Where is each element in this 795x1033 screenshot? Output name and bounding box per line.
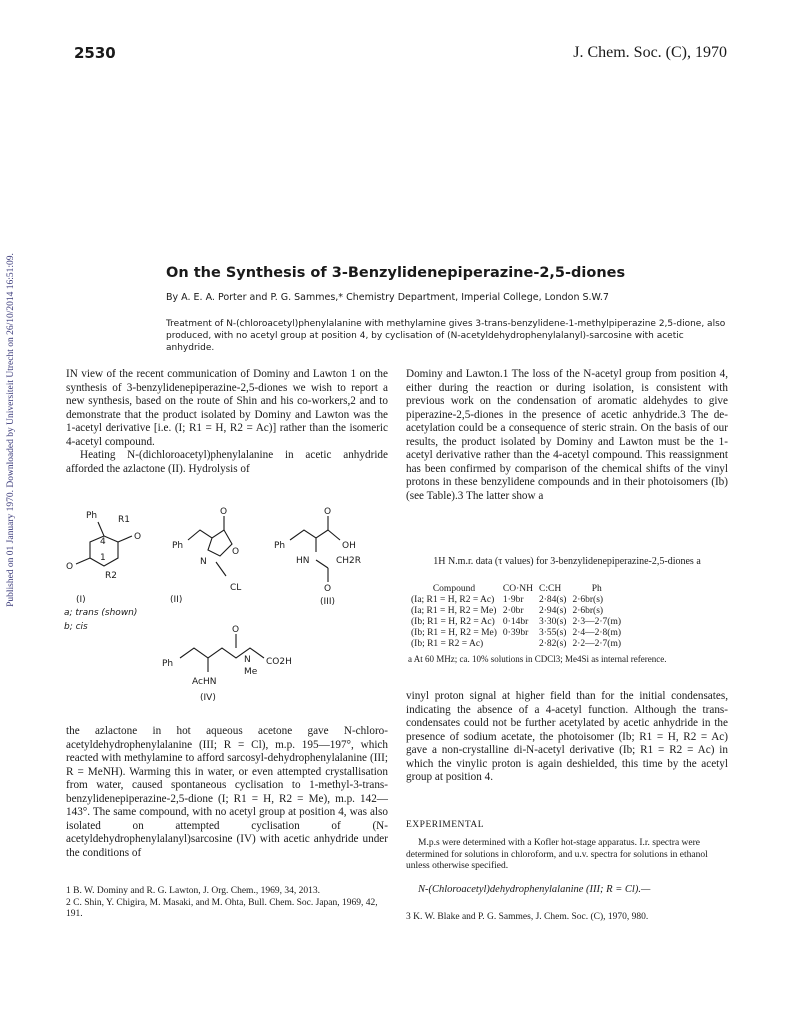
label-pos4: 4: [100, 537, 106, 547]
label-oh: OH: [342, 541, 356, 551]
table-cell: (Ib; R1 = R2 = Ac): [411, 639, 484, 649]
label-r1: R1: [118, 515, 130, 525]
label-achn: AcHN: [192, 677, 217, 687]
label-ph: Ph: [274, 541, 286, 551]
table-cell: 2·2—2·7(m): [572, 639, 622, 649]
table-row: [408, 639, 624, 650]
label-o: O: [232, 547, 240, 557]
table-cell: 2·82(s): [539, 639, 567, 649]
label-isomer-a: a; trans (shown): [64, 608, 138, 618]
structure-II: [172, 507, 241, 593]
table-cell: (Ia; R1 = H, R2 = Ac): [411, 595, 495, 605]
table-cell: (Ib; R1 = H, R2 = Ac): [411, 617, 495, 627]
label-o: O: [66, 562, 74, 572]
table-row: [408, 595, 624, 606]
table-cell: 3·55(s): [539, 628, 567, 638]
label-o: O: [220, 507, 228, 517]
structure-IV: [162, 625, 292, 687]
table-cell: 2·3—2·7(m): [572, 617, 622, 627]
table-header: Compound: [432, 584, 476, 594]
footnote-2: 2 C. Shin, Y. Chigira, M. Masaki, and M. Ohta, Bull. Chem. Soc. Japan, 1969, 42, 191.: [66, 897, 378, 919]
footnote-1: 1 B. W. Dominy and R. G. Lawton, J. Org. Chem., 1969, 34, 2013.: [66, 886, 320, 896]
table-header: C:CH: [539, 584, 562, 594]
table-cell: 0·39br: [502, 628, 529, 638]
table-row: [408, 606, 624, 617]
label-n: N: [244, 655, 251, 665]
watermark-text: Published on 01 January 1970. Downloaded by Universiteit Utrecht on 26/10/2014 16:51:09.: [6, 253, 16, 607]
table-header: CO·NH: [502, 584, 534, 594]
table-title: 1H N.m.r. data (τ values) for 3-benzylidenepiperazine-2,5-diones a: [433, 556, 701, 567]
label-o: O: [134, 532, 142, 542]
label-cl: CL: [230, 583, 242, 593]
structure-scheme: [60, 506, 390, 716]
table-cell: 3·30(s): [539, 617, 567, 627]
label-hn: HN: [296, 556, 310, 566]
label-compound-II: (II): [170, 595, 183, 605]
right-paragraph-2: vinyl proton signal at higher field than for the initial condensates, indicating the absence of a 4-acetyl function. Although the trans-condensates could not be further acetylated by acetic anhydride in the presence of sodium acetate, the photoisomer (Ib; R1 = H, R2 = Ac) gave a non-crystalline di-N-acetyl derivative (Ib; R1 = R2 = Ac) in which the vinylic proton is again deshielded, this time by the acetyl group at position 4.: [406, 690, 728, 783]
authors-line: By A. E. A. Porter and P. G. Sammes,* Chemistry Department, Imperial College, London S.W.7: [166, 292, 609, 303]
paragraph-heating: Heating N-(dichloroacetyl)phenylalanine in acetic anhydride afforded the azlactone (II). Hydrolysis of: [66, 449, 388, 475]
label-ph: Ph: [162, 659, 174, 669]
nmr-table: [408, 584, 624, 650]
table-cell: (Ib; R1 = H, R2 = Me): [411, 628, 497, 638]
paragraph-azlactone: the azlactone in hot aqueous acetone gave N-chloro-acetyldehydrophenylalanine (III; R = Cl), m.p. 195—197°, which reacted with methylamine to afford sarcosyl-dehydrophenylalanine (III; R = MeNH). Warming this in water, or even attempted crystallisation from water, caused spontaneous cyclisation to 1-methyl-3-trans-benzylidenepiperazine-2,5-dione (I; R1 = H, R2 = Me), m.p. 142—143°. The same compound, with no acetyl group at position 4, was also isolated on attempted cyclisation of (N-acetyldehydrophenylalanyl)sarcosine (IV) with acetic anhydride under the conditions of: [66, 725, 388, 859]
table-cell: 2·94(s): [539, 606, 567, 616]
table-cell: 2·0br: [502, 606, 524, 616]
section-heading-experimental: EXPERIMENTAL: [406, 820, 485, 830]
label-compound-III: (III): [320, 597, 335, 607]
label-n: N: [200, 557, 207, 567]
table-header: Ph: [591, 584, 602, 594]
label-co2h: CO2H: [266, 657, 292, 667]
table-cell: 2·84(s): [539, 595, 567, 605]
label-compound-IV: (IV): [200, 693, 216, 703]
table-row: [408, 628, 624, 639]
table-footnote: a At 60 MHz; ca. 10% solutions in CDCl3; Me4Si as internal reference.: [408, 654, 667, 664]
label-o: O: [324, 507, 332, 517]
experimental-subheading: N-(Chloroacetyl)dehydrophenylalanine (III; R = Cl).—: [418, 884, 651, 895]
paragraph-intro: IN view of the recent communication of Dominy and Lawton 1 on the synthesis of 3-benzylidenepiperazine-2,5-diones we wish to report a new synthesis, based on the route of Shin and his co-workers,2 and to demonstrate that the product isolated by Dominy and Lawton was the 1-acetyl derivative [i.e. (I; R1 = H, R2 = Ac)] rather than the isomeric 4-acetyl compound.: [66, 368, 388, 448]
label-pos1: 1: [100, 553, 106, 563]
table-cell: 2·4—2·8(m): [572, 628, 622, 638]
label-r2: R2: [105, 571, 117, 581]
left-column-top: [66, 368, 388, 476]
label-compound-I: (I): [76, 595, 86, 605]
footnote-3: 3 K. W. Blake and P. G. Sammes, J. Chem. Soc. (C), 1970, 980.: [406, 912, 649, 922]
label-o: O: [232, 625, 240, 635]
table-cell: (Ia; R1 = H, R2 = Me): [411, 606, 497, 616]
download-watermark: [2, 200, 20, 660]
article-title: On the Synthesis of 3-Benzylidenepiperazine-2,5-diones: [166, 265, 626, 281]
table-cell: [500, 639, 536, 650]
label-ph: Ph: [172, 541, 184, 551]
page-number: 2530: [74, 44, 116, 62]
table-cell: 2·6br(s): [572, 595, 604, 605]
label-o: O: [324, 584, 332, 594]
right-paragraph-1: Dominy and Lawton.1 The loss of the N-acetyl group from position 4, either during the reaction or during isolation, is consistent with previous work on the condensation of aromatic aldehydes to give piperazine-2,5-diones in the presence of acetic anhydride.3 The de-acetylation could be a consequence of steric strain. On the basis of our results, the product isolated by Dominy and Lawton must be the 1-acetyl derivative rather than the 4-acetyl compound. This reassignment has been confirmed by comparison of the chemical shifts of the vinyl protons in these benzylidene compounds and in their photoisomers (Ib) (see Table).3 The latter show a: [406, 368, 728, 502]
label-me: Me: [244, 667, 258, 677]
label-isomer-b: b; cis: [64, 622, 88, 632]
structure-I: [66, 511, 141, 581]
experimental-paragraph: M.p.s were determined with a Kofler hot-stage apparatus. I.r. spectra were determined for solutions in chloroform, and u.v. spectra for solutions in ethanol unless otherwise specified.: [406, 838, 708, 871]
journal-name: J. Chem. Soc. (C), 1970: [573, 44, 727, 61]
table-row: [408, 617, 624, 628]
abstract: Treatment of N-(chloroacetyl)phenylalanine with methylamine gives 3-trans-benzylidene-1-methylpiperazine 2,5-dione, also produced, with no acetyl group at position 4, by cyclisation of (N-acetyldehydrophenylalanyl)-sarcosine with acetic anhydride.: [166, 319, 726, 353]
table-cell: 2·6br(s): [572, 606, 604, 616]
label-ch2r: CH2R: [336, 556, 362, 566]
table-cell: 0·14br: [502, 617, 529, 627]
footnotes-left: [66, 886, 388, 921]
table-header-row: [408, 584, 624, 595]
structure-III: [274, 507, 361, 594]
table-cell: 1·9br: [502, 595, 524, 605]
label-ph: Ph: [86, 511, 98, 521]
